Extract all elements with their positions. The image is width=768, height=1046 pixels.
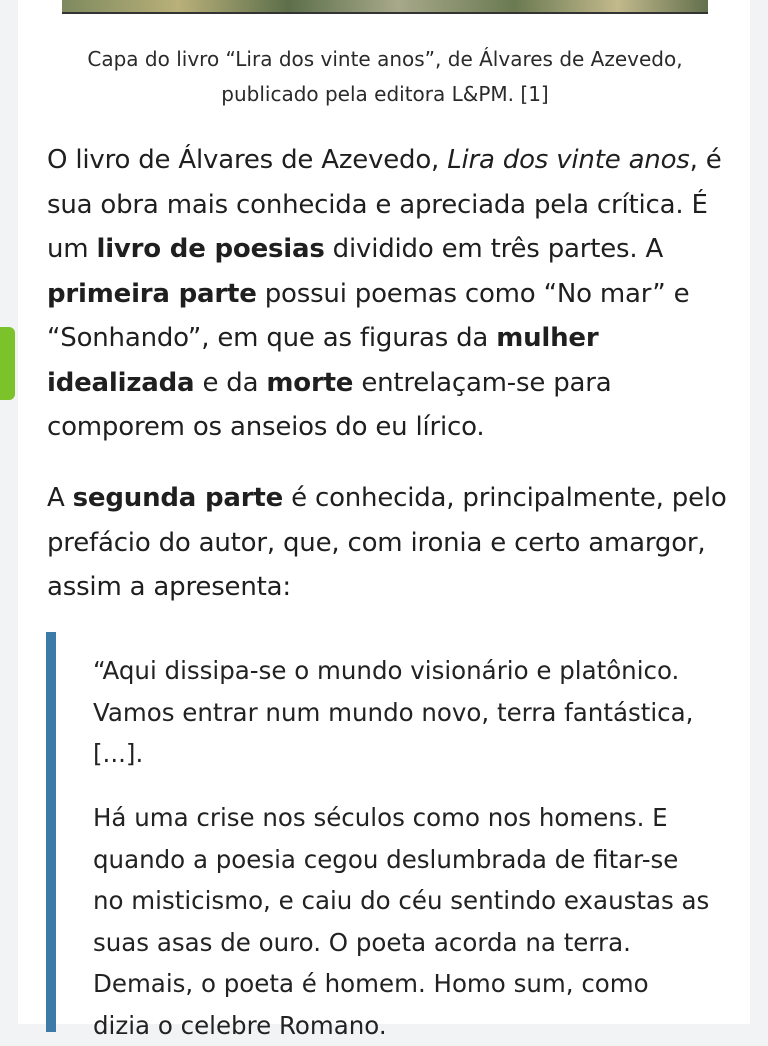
book-cover-image [62,0,708,14]
bold-term: livro de poesias [96,234,325,264]
text-segment: A [47,483,73,513]
text-segment: dividido em três partes. A [324,234,664,264]
bold-term: morte [266,367,354,398]
blockquote-paragraph-1: “Aqui dissipa-se o mundo visionário e platônico. Vamos entrar num mundo novo, terra fantástica, [...]. [93,656,694,768]
bold-term: segunda parte [72,483,284,513]
image-caption: Capa do livro “Lira dos vinte anos”, de Álvares de Azevedo, publicado pela editora L&PM. [1] [87,47,683,106]
article-paragraph-1 [47,138,737,450]
text-segment: O livro de Álvares de Azevedo, [47,145,448,175]
text-segment: , é sua obra mais conhecida e apreciada pela crítica. É um [47,145,722,264]
text-segment: possui poemas como “No mar” e “Sonhando”, em que as figuras da [47,278,690,353]
article-paragraph-2 [47,476,737,610]
side-feedback-tab[interactable] [0,327,15,400]
bold-term: mulher idealizada [47,323,599,398]
text-segment: entrelaçam-se para comporem os anseios do eu lírico. [47,367,612,442]
text-segment: é conhecida, principalmente, pelo prefácio do autor, que, com ironia e certo amargor, assim a apresenta: [47,483,727,602]
article-card [18,0,750,1040]
blockquote-paragraph-2: Há uma crise nos séculos como nos homens. E quando a poesia cegou deslumbrada de fitar-se no misticismo, e caiu do céu sentindo exaustas as suas asas de ouro. O poeta acorda na terra. Demais, o poeta é homem. Homo sum, como dizia o celebre Romano. [93,803,710,1040]
bold-term: primeira parte [47,278,257,309]
blockquote-bar [46,632,56,1032]
text-segment: e da [194,367,267,398]
book-title: Lira dos vinte anos [447,145,690,175]
